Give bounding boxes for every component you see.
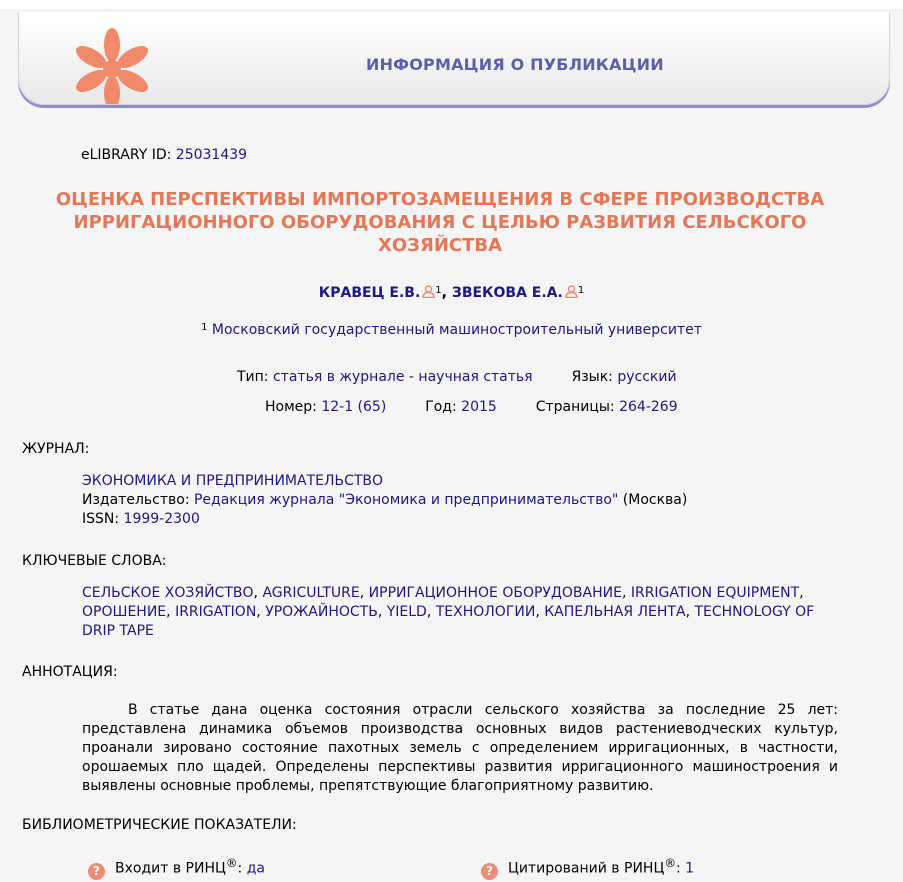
publisher-city: (Москва)	[622, 492, 688, 508]
keyword-link[interactable]: ОРОШЕНИЕ	[82, 604, 167, 620]
elibrary-id-label: eLIBRARY ID:	[81, 147, 172, 163]
help-icon[interactable]: ?	[481, 863, 498, 880]
affiliation-sup: 1	[201, 322, 208, 333]
author-profile-icon[interactable]	[422, 285, 435, 298]
authors-line	[0, 285, 903, 301]
rinc-citations-label: Цитирований в РИНЦ	[508, 860, 665, 877]
issn-value: 1999-2300	[123, 511, 200, 527]
journal-heading: ЖУРНАЛ:	[22, 441, 90, 457]
keyword-link[interactable]: AGRICULTURE	[262, 585, 360, 601]
keyword-link[interactable]: TECHNOLOGY OF DRIP TAPE	[82, 604, 815, 639]
author-profile-icon[interactable]	[565, 285, 578, 298]
biblio-heading: БИБЛИОМЕТРИЧЕСКИЕ ПОКАЗАТЕЛИ:	[22, 817, 297, 833]
keyword-link[interactable]: IRRIGATION EQUIPMENT	[630, 585, 800, 601]
author-link-2[interactable]: ЗВЕКОВА Е.А.	[451, 285, 563, 301]
number-label: Номер:	[265, 399, 317, 415]
keyword-link[interactable]: ИРРИГАЦИОННОЕ ОБОРУДОВАНИЕ	[368, 585, 622, 601]
pages-value: 264-269	[619, 399, 678, 415]
registered-mark: ®	[664, 856, 676, 870]
language-value: русский	[617, 369, 677, 385]
top-strip	[0, 0, 903, 9]
page-header	[18, 12, 890, 105]
author-link-1[interactable]: КРАВЕЦ Е.В.	[318, 285, 421, 301]
rinc-included-metric: ? Входит в РИНЦ®: да	[88, 856, 265, 880]
elibrary-id-line	[81, 147, 247, 163]
publisher-label: Издательство:	[82, 492, 190, 508]
keywords-heading: КЛЮЧЕВЫЕ СЛОВА:	[22, 553, 167, 569]
journal-block	[82, 472, 687, 529]
flower-logo-icon	[67, 26, 157, 105]
number-value[interactable]: 12-1 (65)	[321, 399, 387, 415]
keyword-link[interactable]: СЕЛЬСКОЕ ХОЗЯЙСТВО	[82, 585, 254, 601]
meta-row-number-year-pages	[265, 399, 678, 415]
pages-label: Страницы:	[535, 399, 615, 415]
author-affil-sup-1: 1	[435, 285, 442, 296]
article-title: ОЦЕНКА ПЕРСПЕКТИВЫ ИМПОРТОЗАМЕЩЕНИЯ В СФЕРЕ ПРОИЗВОДСТВА ИРРИГАЦИОННОГО ОБОРУДОВАНИЯ С ЦЕЛЬЮ РАЗВИТИЯ СЕЛЬСКОГО ХОЗЯЙСТВА	[55, 189, 825, 256]
publisher-link[interactable]: Редакция журнала "Экономика и предпринимательство"	[193, 492, 619, 508]
language-label: Язык:	[571, 369, 613, 385]
rinc-citations-value[interactable]: 1	[685, 860, 695, 877]
issn-label: ISSN:	[82, 511, 120, 527]
affiliation-line	[0, 322, 903, 338]
type-label: Тип:	[237, 369, 269, 385]
rinc-included-label: Входит в РИНЦ	[115, 860, 226, 877]
keyword-link[interactable]: УРОЖАЙНОСТЬ	[265, 604, 378, 620]
author-affil-sup-2: 1	[577, 285, 585, 296]
meta-row-type-language	[237, 369, 677, 385]
keyword-link[interactable]: IRRIGATION	[175, 604, 257, 620]
author-separator: ,	[441, 285, 447, 301]
year-value: 2015	[461, 399, 497, 415]
journal-name-link[interactable]: ЭКОНОМИКА И ПРЕДПРИНИМАТЕЛЬСТВО	[82, 473, 384, 489]
type-value: статья в журнале - научная статья	[272, 369, 533, 385]
registered-mark: ®	[225, 856, 238, 870]
year-label: Год:	[425, 399, 457, 415]
annotation-heading: АННОТАЦИЯ:	[22, 664, 118, 680]
keyword-link[interactable]: КАПЕЛЬНАЯ ЛЕНТА	[544, 604, 686, 620]
header-title: ИНФОРМАЦИЯ О ПУБЛИКАЦИИ	[366, 55, 664, 74]
elibrary-id-value[interactable]: 25031439	[175, 147, 248, 163]
rinc-citations-metric: ? Цитирований в РИНЦ®: 1	[481, 856, 694, 880]
affiliation-link[interactable]: Московский государственный машиностроительный университет	[211, 322, 702, 338]
help-icon[interactable]: ?	[88, 863, 105, 880]
keyword-link[interactable]: ТЕХНОЛОГИИ	[435, 604, 536, 620]
keywords-list: СЕЛЬСКОЕ ХОЗЯЙСТВО, AGRICULTURE, ИРРИГАЦИОННОЕ ОБОРУДОВАНИЕ, IRRIGATION EQUIPMENT, ОРОШЕНИЕ, IRRIGATION, УРОЖАЙНОСТЬ, YIELD, ТЕХНОЛОГИИ, КАПЕЛЬНАЯ ЛЕНТА, TECHNOLOGY OF DRIP TAPE	[82, 585, 815, 639]
keyword-link[interactable]: YIELD	[386, 604, 427, 620]
annotation-text: В статье дана оценка состояния отрасли сельского хозяйства за последние 25 лет: представлена динамика объемов производства основных видов растениеводческих культур, проанали зировано состояние пахотных земель с определением ирригационных, в частности, орошаемых пло щадей. Определены перспективы развития ирригационного машиностроения и выявлены основные проблемы, препятствующие благоприятному развитию.	[82, 702, 838, 794]
rinc-included-value[interactable]: да	[246, 860, 265, 877]
